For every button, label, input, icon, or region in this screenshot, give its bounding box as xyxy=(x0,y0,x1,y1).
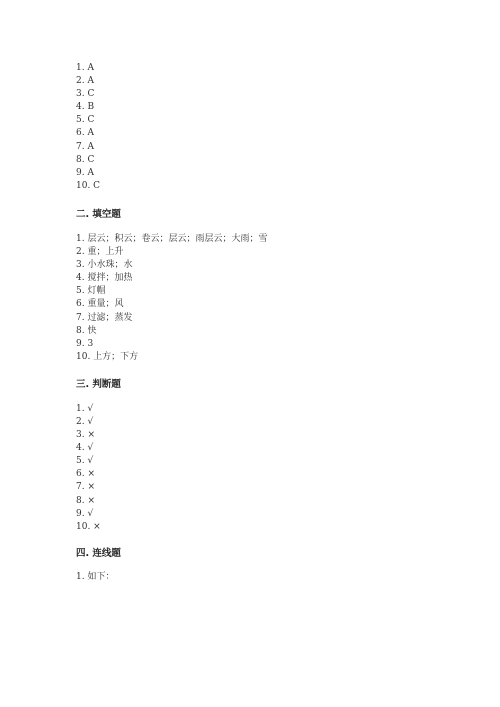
list-item: 10. C xyxy=(76,180,101,191)
list-item: 1. 层云；积云；卷云；层云；雨层云；大雨；雪 xyxy=(76,233,268,244)
list-item: 3. 小水珠；水 xyxy=(76,260,133,271)
list-item: 4. √ xyxy=(76,443,94,454)
list-item: 1. √ xyxy=(76,403,94,414)
section-title-fill-blank: 二. 填空题 xyxy=(76,208,121,220)
list-item: 8. × xyxy=(76,495,95,506)
list-item: 2. A xyxy=(76,76,94,87)
list-item: 10. × xyxy=(76,521,101,532)
matching-answers-list xyxy=(76,571,476,584)
list-item: 3. C xyxy=(76,89,95,100)
list-item: 9. √ xyxy=(76,508,94,519)
list-item: 7. × xyxy=(76,482,95,493)
list-item: 3. × xyxy=(76,430,95,441)
list-item: 2. √ xyxy=(76,416,94,427)
list-item: 9. A xyxy=(76,167,94,178)
list-item: 4. 搅拌；加热 xyxy=(76,273,133,284)
list-item: 9. 3 xyxy=(76,338,94,349)
list-item: 2. 重；上升 xyxy=(76,247,124,258)
list-item: 8. 快 xyxy=(76,325,97,336)
list-item: 6. 重量；风 xyxy=(76,299,124,310)
list-item: 5. C xyxy=(76,115,95,126)
answer-page xyxy=(76,62,476,584)
list-item: 6. A xyxy=(76,128,94,139)
fill-blank-answers-list xyxy=(76,233,476,364)
list-item: 4. B xyxy=(76,102,95,113)
section-title-matching: 四. 连线题 xyxy=(76,547,121,559)
section-title-true-false: 三. 判断题 xyxy=(76,378,121,390)
list-item: 10. 上方；下方 xyxy=(76,351,139,362)
list-item: 7. A xyxy=(76,141,94,152)
choice-answers-list xyxy=(76,62,476,193)
list-item: 1. A xyxy=(76,63,94,73)
list-item: 7. 过滤；蒸发 xyxy=(76,312,133,323)
list-item: 1. 如下： xyxy=(76,571,115,582)
list-item: 5. √ xyxy=(76,456,94,467)
list-item: 5. 灯帽 xyxy=(76,286,106,297)
true-false-answers-list xyxy=(76,403,476,534)
list-item: 6. × xyxy=(76,469,95,480)
list-item: 8. C xyxy=(76,154,95,165)
